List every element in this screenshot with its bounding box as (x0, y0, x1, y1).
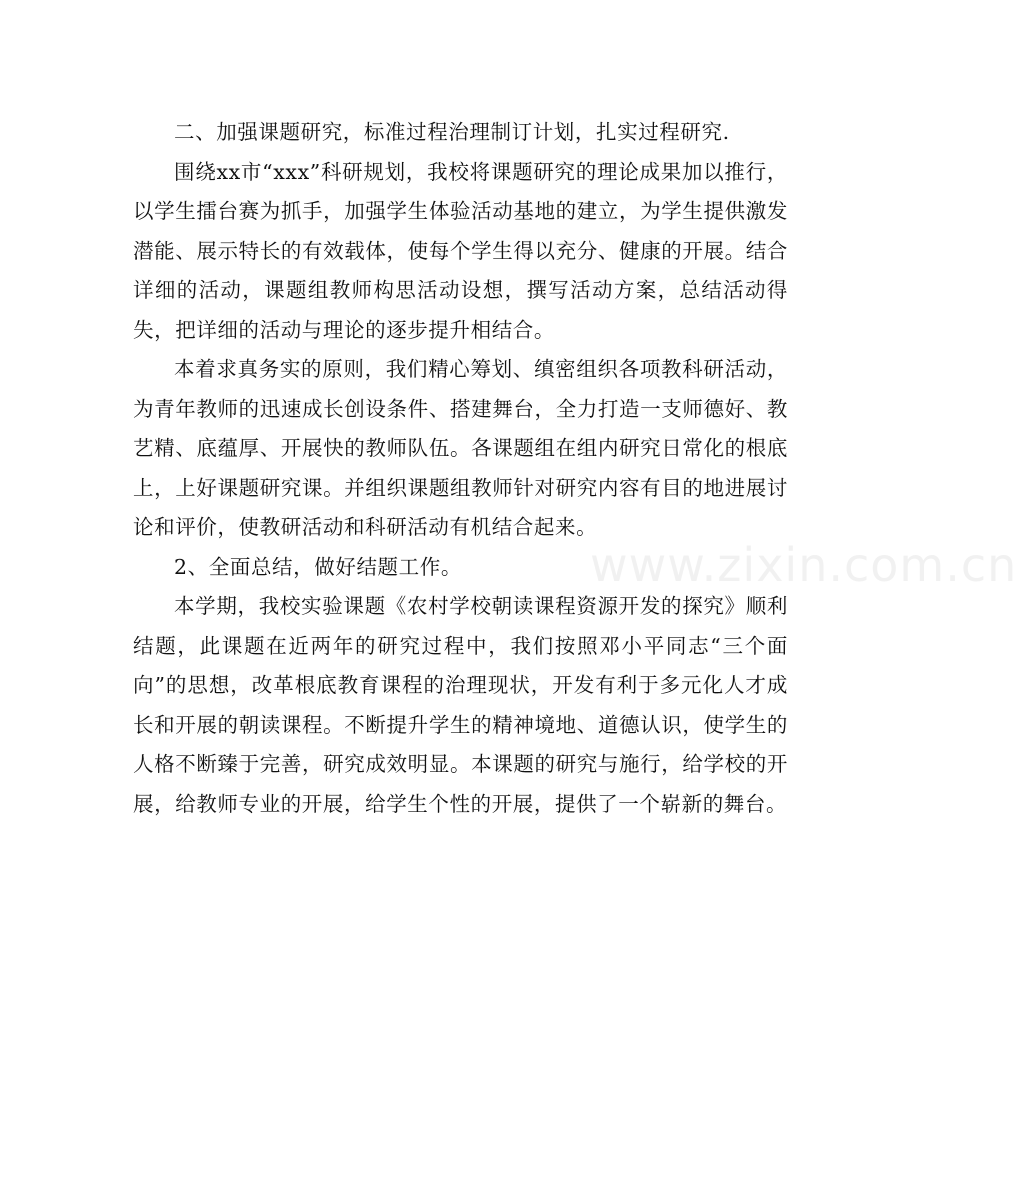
paragraph: 围绕xx市“xxx”科研规划，我校将课题研究的理论成果加以推行，以学生擂台赛为抓手，加强学生体验活动基地的建立，为学生提供激发潜能、展示特长的有效载体，使每个学生得以充分、健康的开展。结合详细的活动，课题组教师构思活动设想，撰写活动方案，总结活动得失，把详细的活动与理论的逐步提升相结合。 (133, 159, 788, 342)
document-body (133, 113, 788, 824)
paragraph: 本着求真务实的原则，我们精心筹划、缜密组织各项教科研活动，为青年教师的迅速成长创设条件、搭建舞台，全力打造一支师德好、教艺精、底蕴厚、开展快的教师队伍。各课题组在组内研究日常化的根底上，上好课题研究课。并组织课题组教师针对研究内容有目的地进展讨论和评价，使教研活动和科研活动有机结合起来。 (133, 357, 788, 539)
subsection-heading: 2、全面总结，做好结题工作。 (174, 554, 462, 579)
watermark: www.zixin.com.cn (590, 538, 1017, 592)
paragraph: 本学期，我校实验课题《农村学校朝读课程资源开发的探究》顺利结题，此课题在近两年的研究过程中，我们按照邓小平同志“三个面向”的思想，改革根底教育课程的治理现状，开发有利于多元化人才成长和开展的朝读课程。不断提升学生的精神境地、道德认识，使学生的人格不断臻于完善，研究成效明显。本课题的研究与施行，给学校的开展，给教师专业的开展，给学生个性的开展，提供了一个崭新的舞台。 (133, 594, 788, 816)
section-heading: 二、加强课题研究，标准过程治理制订计划，扎实过程研究. (174, 120, 730, 144)
